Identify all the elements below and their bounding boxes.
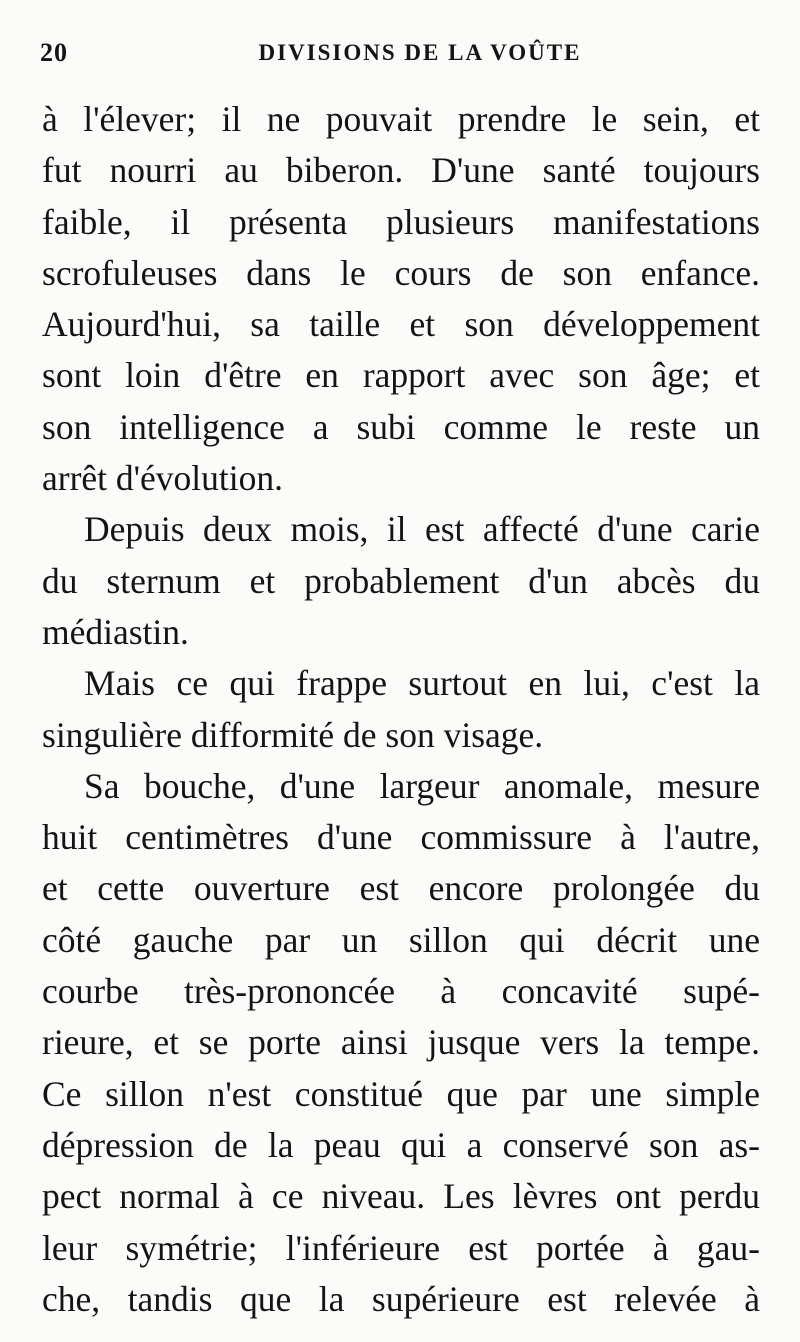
text-line: Sa bouche, d'une largeur anomale, mesure (84, 765, 760, 806)
text-line: scrofuleuses dans le cours de son enfance. (42, 252, 760, 293)
text-line: leur symétrie; l'inférieure est portée à gau- (42, 1227, 760, 1268)
running-title: DIVISIONS DE LA VOÛTE (258, 40, 582, 65)
text-line: du sternum et probablement d'un abcès du (42, 560, 760, 601)
paragraph (42, 658, 760, 761)
paragraph (42, 761, 760, 1325)
page-header (40, 38, 760, 68)
text-line: médiastin. (42, 611, 189, 652)
paragraph (42, 94, 760, 504)
body-text (42, 94, 760, 1325)
text-line: rieure, et se porte ainsi jusque vers la tempe. (42, 1022, 760, 1063)
text-line: faible, il présenta plusieurs manifestations (42, 201, 760, 242)
text-line: singulière difformité de son visage. (42, 714, 544, 755)
text-line: fut nourri au biberon. D'une santé toujours (42, 150, 760, 191)
text-line: à l'élever; il ne pouvait prendre le sein, et (42, 99, 760, 139)
text-line: son intelligence a subi comme le reste un (42, 406, 760, 447)
text-line: Aujourd'hui, sa taille et son développement (42, 304, 760, 345)
text-line: Ce sillon n'est constitué que par une simple (42, 1073, 760, 1114)
text-line: sont loin d'être en rapport avec son âge; et (42, 355, 760, 396)
text-line: arrêt d'évolution. (42, 458, 284, 499)
text-line: courbe très-prononcée à concavité supé- (42, 971, 760, 1012)
text-line: et cette ouverture est encore prolongée du (42, 868, 760, 909)
text-line: Mais ce qui frappe surtout en lui, c'est la (84, 663, 760, 704)
text-line: côté gauche par un sillon qui décrit une (42, 919, 760, 960)
text-line: che, tandis que la supérieure est relevée à (42, 1278, 760, 1319)
page-number: 20 (40, 38, 68, 67)
text-line: Depuis deux mois, il est affecté d'une carie (84, 509, 760, 550)
text-line: dépression de la peau qui a conservé son as- (42, 1124, 760, 1165)
paragraph (42, 504, 760, 658)
text-line: pect normal à ce niveau. Les lèvres ont perdu (42, 1176, 760, 1217)
text-line: huit centimètres d'une commissure à l'autre, (42, 817, 760, 858)
